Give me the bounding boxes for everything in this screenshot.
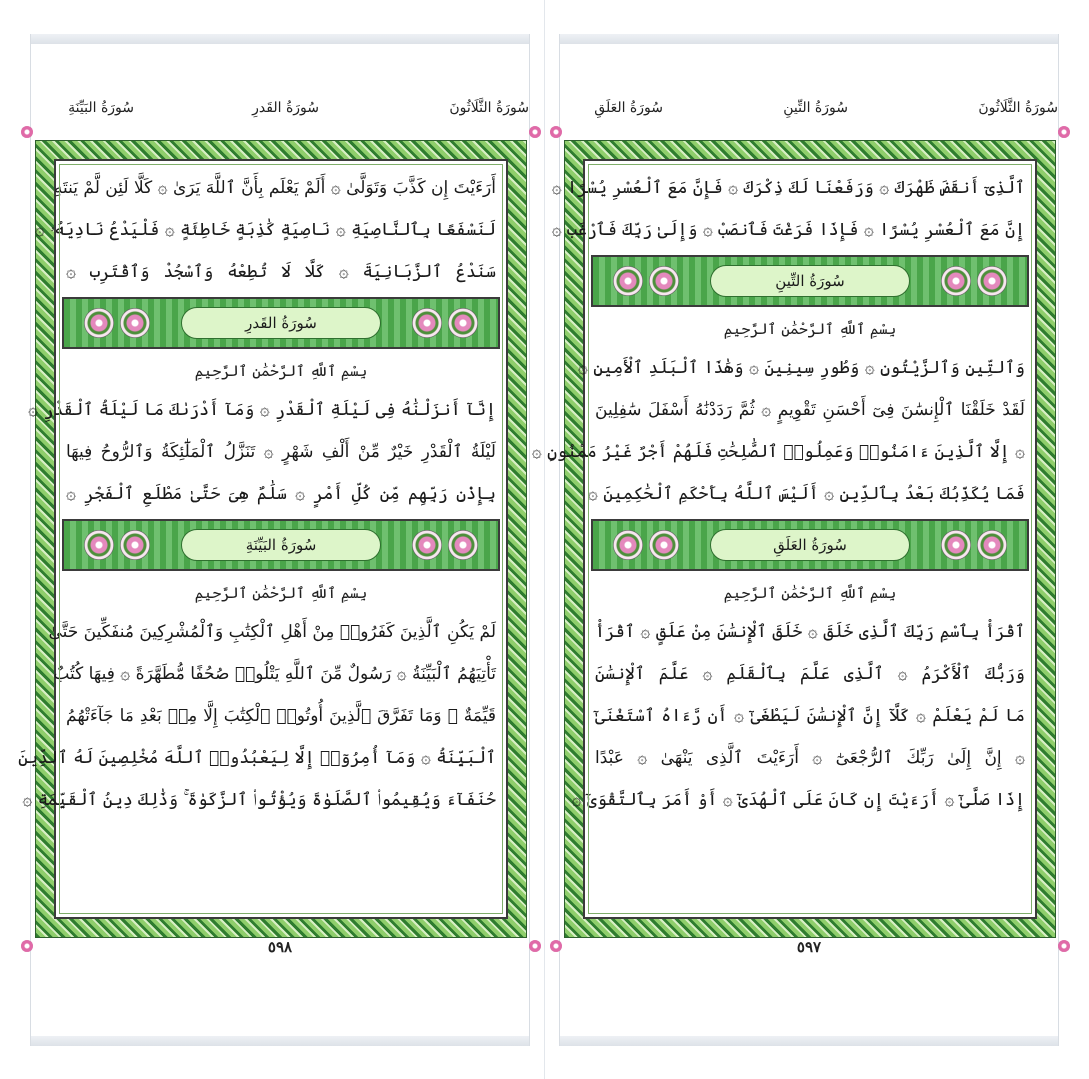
medallion-icon	[977, 530, 1007, 560]
rose-ornament-icon	[529, 126, 541, 138]
surah-title: سُورَةُ القَدرِ	[181, 307, 381, 339]
verse-line: حُنَفَآءَ وَيُقِيمُوا۟ ٱلصَّلَوٰةَ وَيُؤْتُوا۟ ٱلزَّكَوٰةَ ۚ وَذَٰلِكَ دِينُ ٱلْقَيِّمَةِ ۞	[22, 790, 496, 810]
medallion-icon	[412, 308, 442, 338]
rose-ornament-icon	[550, 126, 562, 138]
surah-title: سُورَةُ البَيِّنَةِ	[181, 529, 381, 561]
verse-line: ۞ إِلَّا ٱلَّذِينَ ءَامَنُوا۟ وَعَمِلُوا۟ ٱلصَّٰلِحَٰتِ فَلَهُمْ أَجْرٌ غَيْرُ مَمْنُونٍ ۞	[531, 442, 1025, 462]
verse-line: بِإِذْنِ رَبِّهِم مِّن كُلِّ أَمْرٍ ۞ سَلَٰمٌ هِىَ حَتَّىٰ مَطْلَعِ ٱلْفَجْرِ ۞	[66, 484, 496, 504]
surah-next-label: سُورَةُ العَلَقِ	[594, 100, 663, 116]
rose-ornament-icon	[1058, 126, 1070, 138]
medallion-icon	[649, 266, 679, 296]
verse-line: إِنَّآ أَنزَلْنَٰهُ فِى لَيْلَةِ ٱلْقَدْرِ ۞ وَمَآ أَدْرَىٰكَ مَا لَيْلَةُ ٱلْقَدْرِ ۞	[28, 400, 496, 420]
verse-line: وَرَبُّكَ ٱلْأَكْرَمُ ۞ ٱلَّذِى عَلَّمَ بِٱلْقَلَمِ ۞ عَلَّمَ ٱلْإِنسَٰنَ	[595, 664, 1025, 684]
verse-line: مَا لَمْ يَعْلَمْ ۞ كَلَّآ إِنَّ ٱلْإِنسَٰنَ لَيَطْغَىٰٓ ۞ أَن رَّءَاهُ ٱسْتَغْنَىٰٓ	[595, 706, 1025, 726]
ornamental-frame	[531, 140, 1056, 938]
medallion-icon	[120, 308, 150, 338]
rose-ornament-icon	[1058, 940, 1070, 952]
verse-line: لَيْلَةُ ٱلْقَدْرِ خَيْرٌ مِّنْ أَلْفِ شَهْرٍ ۞ تَنَزَّلُ ٱلْمَلَٰٓئِكَةُ وَٱلرُّوحُ فِيهَا	[66, 442, 496, 462]
juz-label: سُورَةُ الثَّلَاثُونَ	[978, 100, 1058, 116]
medallion-icon	[84, 530, 114, 560]
rose-ornament-icon	[529, 940, 541, 952]
medallion-icon	[412, 530, 442, 560]
verse-line: إِنَّ مَعَ ٱلْعُسْرِ يُسْرًا ۞ فَإِذَا فَرَغْتَ فَٱنصَبْ ۞ وَإِلَىٰ رَبِّكَ فَٱرْغَب ۞	[551, 220, 1025, 240]
surah-title: سُورَةُ التِّينِ	[710, 265, 910, 297]
medallion-icon	[941, 530, 971, 560]
page-header	[31, 96, 529, 130]
basmala: بِسْمِ ٱللَّهِ ٱلرَّحْمَٰنِ ٱلرَّحِيمِ	[194, 362, 368, 380]
juz-label: سُورَةُ الثَّلَاثُونَ	[449, 100, 529, 116]
mushaf-page-598[interactable]	[18, 34, 530, 1046]
page-header	[560, 96, 1058, 130]
surah-title-band	[62, 297, 500, 349]
verse-line: ٱقْرَأْ بِٱسْمِ رَبِّكَ ٱلَّذِى خَلَقَ ۞ خَلَقَ ٱلْإِنسَٰنَ مِنْ عَلَقٍ ۞ ٱقْرَأْ	[595, 622, 1025, 642]
rose-ornament-icon	[21, 126, 33, 138]
verse-line: ٱلْبَيِّنَةُ ۞ وَمَآ أُمِرُوٓا۟ إِلَّا لِيَعْبُدُوا۟ ٱللَّهَ مُخْلِصِينَ لَهُ ٱلدِّينَ	[18, 748, 496, 768]
medallion-icon	[448, 530, 478, 560]
medallion-icon	[613, 530, 643, 560]
surah-title-band	[591, 255, 1029, 307]
verse-line: ٱلَّذِىٓ أَنقَضَ ظَهْرَكَ ۞ وَرَفَعْنَا لَكَ ذِكْرَكَ ۞ فَإِنَّ مَعَ ٱلْعُسْرِ يُسْرًا ۞	[551, 178, 1025, 198]
medallion-icon	[84, 308, 114, 338]
verse-line: تَأْتِيَهُمُ ٱلْبَيِّنَةُ ۞ رَسُولٌ مِّنَ ٱللَّهِ يَتْلُوا۟ صُحُفًا مُّطَهَّرَةً ۞ فِيهَا كُتُبٌ	[53, 664, 496, 684]
surah-title-band	[62, 519, 500, 571]
medallion-icon	[613, 266, 643, 296]
page-number: ٥٩٨	[267, 938, 293, 956]
surah-next-label: سُورَةُ البَيِّنَةِ	[68, 100, 134, 116]
medallion-icon	[649, 530, 679, 560]
text-area	[18, 159, 508, 919]
verse-line: ۞ إِنَّ إِلَىٰ رَبِّكَ ٱلرُّجْعَىٰٓ ۞ أَرَءَيْتَ ٱلَّذِى يَنْهَىٰ ۞ عَبْدًا	[595, 748, 1025, 768]
surah-title: سُورَةُ العَلَقِ	[710, 529, 910, 561]
verse-line: فَمَا يُكَذِّبُكَ بَعْدُ بِٱلدِّينِ ۞ أَلَيْسَ ٱللَّهُ بِأَحْكَمِ ٱلْحَٰكِمِينَ ۞	[587, 484, 1025, 504]
medallion-icon	[448, 308, 478, 338]
verse-line: لَمْ يَكُنِ ٱلَّذِينَ كَفَرُوا۟ مِنْ أَهْلِ ٱلْكِتَٰبِ وَٱلْمُشْرِكِينَ مُنفَكِّينَ حَتَّىٰ	[48, 622, 496, 642]
ornamental-frame	[18, 140, 527, 938]
verse-line: أَرَءَيْتَ إِن كَذَّبَ وَتَوَلَّىٰ ۞ أَلَمْ يَعْلَم بِأَنَّ ٱللَّهَ يَرَىٰ ۞ كَلَّا لَئِن لَّمْ يَنتَهِ	[53, 178, 496, 198]
verse-line: لَقَدْ خَلَقْنَا ٱلْإِنسَٰنَ فِىٓ أَحْسَنِ تَقْوِيمٍ ۞ ثُمَّ رَدَدْنَٰهُ أَسْفَلَ سَٰفِلِينَ	[595, 400, 1025, 420]
surah-current-label: سُورَةُ التِّينِ	[783, 100, 848, 116]
medallion-icon	[120, 530, 150, 560]
basmala: بِسْمِ ٱللَّهِ ٱلرَّحْمَٰنِ ٱلرَّحِيمِ	[723, 584, 897, 602]
verse-line: لَنَسْفَعًا بِٱلنَّاصِيَةِ ۞ نَاصِيَةٍ كَٰذِبَةٍ خَاطِئَةٍ ۞ فَلْيَدْعُ نَادِيَهُۥ ۞	[34, 220, 496, 240]
mushaf-page-597[interactable]	[531, 34, 1059, 1046]
surah-current-label: سُورَةُ القَدرِ	[252, 100, 319, 116]
surah-title-band	[591, 519, 1029, 571]
verse-line: سَنَدْعُ ٱلزَّبَانِيَةَ ۞ كَلَّا لَا تُطِعْهُ وَٱسْجُدْ وَٱقْتَرِب ۞	[66, 262, 496, 282]
medallion-icon	[977, 266, 1007, 296]
verse-line: قَيِّمَةٌ ۞ وَمَا تَفَرَّقَ ٱلَّذِينَ أُوتُوا۟ ٱلْكِتَٰبَ إِلَّا مِنۢ بَعْدِ مَا جَآءَتْهُمُ	[66, 706, 496, 726]
basmala: بِسْمِ ٱللَّهِ ٱلرَّحْمَٰنِ ٱلرَّحِيمِ	[723, 320, 897, 338]
page-number: ٥٩٧	[796, 938, 822, 956]
verse-line: وَٱلتِّينِ وَٱلزَّيْتُونِ ۞ وَطُورِ سِينِينَ ۞ وَهَٰذَا ٱلْبَلَدِ ٱلْأَمِينِ ۞	[577, 358, 1025, 378]
text-area	[531, 159, 1037, 919]
basmala: بِسْمِ ٱللَّهِ ٱلرَّحْمَٰنِ ٱلرَّحِيمِ	[194, 584, 368, 602]
page-gap-divider	[544, 0, 545, 1079]
verse-line: إِذَا صَلَّىٰٓ ۞ أَرَءَيْتَ إِن كَانَ عَلَى ٱلْهُدَىٰٓ ۞ أَوْ أَمَرَ بِٱلتَّقْوَىٰٓ ۞	[571, 790, 1025, 810]
medallion-icon	[941, 266, 971, 296]
